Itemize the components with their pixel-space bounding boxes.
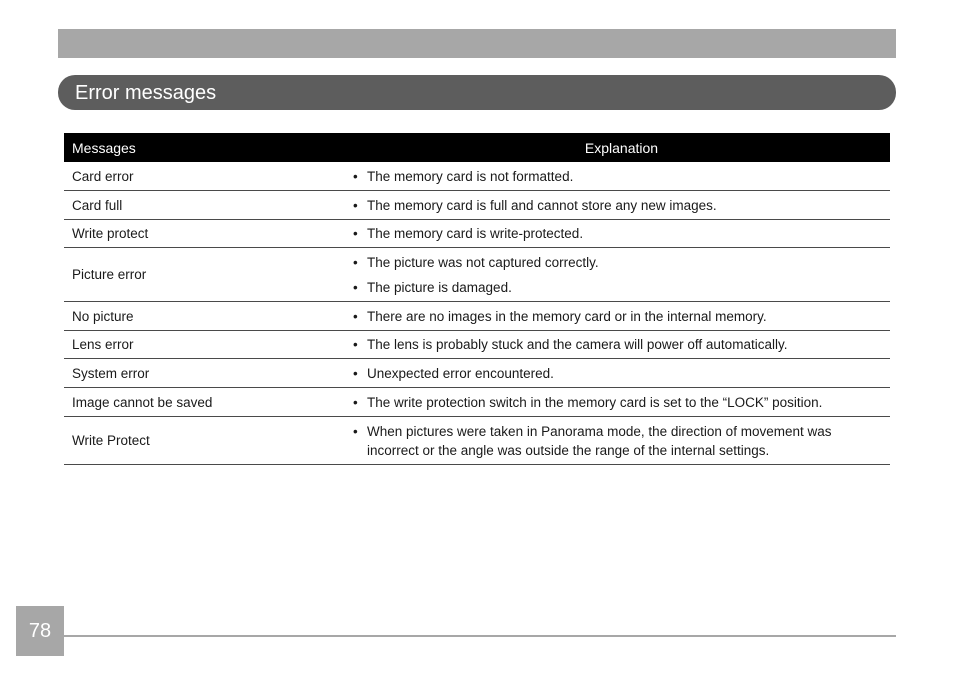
message-cell: Card error — [72, 168, 134, 184]
explanation-line — [353, 278, 882, 297]
page-number: 78 — [28, 619, 52, 642]
bullet-icon: • — [353, 226, 358, 241]
explanation-cell — [353, 331, 890, 358]
error-messages-table — [64, 133, 890, 465]
bottom-rule — [64, 635, 896, 637]
bullet-icon: • — [353, 254, 358, 270]
explanation-cell — [353, 359, 890, 387]
message-cell: No picture — [72, 308, 134, 324]
bullet-icon: • — [353, 423, 358, 439]
header-messages: Messages — [72, 139, 136, 156]
message-cell: Picture error — [72, 267, 147, 282]
explanation-line — [353, 253, 882, 272]
table-row — [64, 417, 890, 465]
explanation-text: The lens is probably stuck and the camera will power off automatically. — [367, 337, 788, 352]
explanation-line — [353, 364, 882, 383]
bullet-icon: • — [353, 279, 358, 295]
message-cell: Write protect — [72, 226, 149, 241]
table-row — [64, 220, 890, 248]
explanation-line — [353, 224, 882, 243]
explanation-cell — [353, 388, 890, 416]
message-cell: System error — [72, 365, 150, 381]
table-row — [64, 162, 890, 191]
table-row — [64, 302, 890, 331]
explanation-cell — [353, 162, 890, 190]
bullet-icon: • — [353, 308, 358, 324]
explanation-text: When pictures were taken in Panorama mode, the direction of movement was incorrect or the angle was outside the range of the internal settings. — [367, 423, 832, 458]
bullet-icon: • — [353, 394, 358, 410]
explanation-line — [353, 393, 882, 412]
bullet-icon: • — [353, 197, 358, 213]
explanation-line — [353, 307, 882, 326]
explanation-text: The picture is damaged. — [367, 279, 512, 295]
explanation-cell — [353, 248, 890, 301]
page-number-box — [16, 606, 64, 656]
explanation-cell — [353, 220, 890, 247]
section-title: Error messages — [75, 81, 217, 104]
explanation-text: The memory card is full and cannot store any new images. — [367, 197, 717, 213]
table-row — [64, 331, 890, 359]
explanation-line — [353, 167, 882, 186]
table-row — [64, 359, 890, 388]
explanation-text: The picture was not captured correctly. — [367, 254, 599, 270]
bullet-icon: • — [353, 365, 358, 381]
explanation-line — [353, 335, 882, 354]
bullet-icon: • — [353, 337, 358, 352]
explanation-cell — [353, 302, 890, 330]
message-cell: Card full — [72, 197, 123, 213]
table-row — [64, 191, 890, 220]
message-cell: Lens error — [72, 337, 134, 352]
bullet-icon: • — [353, 168, 358, 184]
table-row — [64, 388, 890, 417]
explanation-cell — [353, 191, 890, 219]
message-cell: Image cannot be saved — [72, 394, 213, 410]
explanation-text: Unexpected error encountered. — [367, 365, 554, 381]
explanation-line — [353, 196, 882, 215]
explanation-text: The memory card is not formatted. — [367, 168, 574, 184]
explanation-text: The write protection switch in the memory card is set to the “LOCK” position. — [367, 394, 823, 410]
table-header — [64, 133, 890, 162]
table-row — [64, 248, 890, 302]
explanation-text: There are no images in the memory card or in the internal memory. — [367, 308, 767, 324]
explanation-line — [353, 422, 882, 460]
explanation-cell — [353, 417, 890, 464]
section-banner — [58, 75, 896, 110]
header-explanation: Explanation — [584, 139, 659, 156]
message-cell: Write Protect — [72, 433, 150, 448]
top-decorative-bar — [58, 29, 896, 58]
explanation-text: The memory card is write-protected. — [367, 226, 584, 241]
